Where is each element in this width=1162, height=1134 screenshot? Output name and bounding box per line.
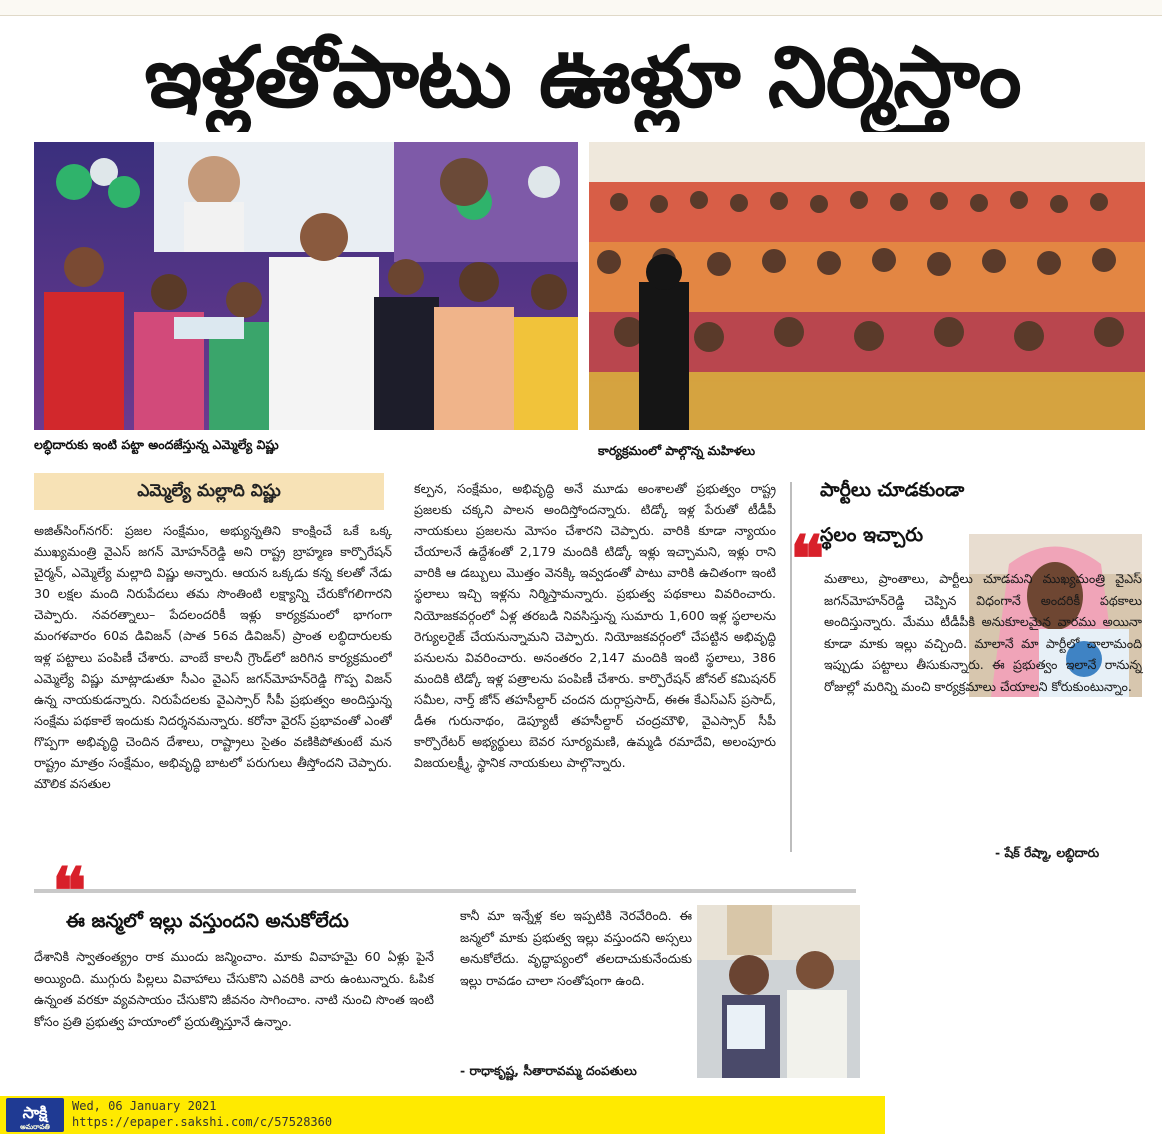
article-column-1: అజిత్‌సింగ్‌నగర్‌: ప్రజల సంక్షేమం, అభ్యున్నతిని కాంక్షించే ఒకే ఒక్క ముఖ్యమంత్రి వైఎస్‌ జగన్‌ మోహన్‌రెడ్డి అని రాష్ట్ర బ్రాహ్మణ కార్పొరేషన్‌ చైర్మన్‌, ఎమ్మెల్యే మల్లాది విష్ణు అన్నారు. ఆయన ఒక్కడు కన్న కలతో నేడు 30 లక్షల మంది నిరుపేదలు తమ సొంతింటి లక్ష్యాన్ని చేరుకోగలిగారని చెప్పారు. నవరత్నాలు– పేదలందరికీ ఇళ్లు కార్యక్రమంలో భాగంగా మంగళవారం 60వ డివిజన్‌ (పాత 56వ డివిజన్‌) ప్రాంత లబ్ధిదారులకు ఇళ్ల పట్టాలు పంపిణీ చేశారు. వాంబే కాలనీ గ్రౌండ్‌లో జరిగిన కార్యక్రమంలో ఎమ్మెల్యే విష్ణు మాట్లాడుతూ సీఎం వైఎస్‌ జగన్‌మోహన్‌రెడ్డి గొప్ప విజన్‌ ఉన్న నాయకుడన్నారు. నిరుపేదలకు వైఎస్సార్‌ సీపీ ప్రభుత్వం అందిస్తున్న సంక్షేమ పథకాలే ఇందుకు నిదర్శనమన్నారు. కరోనా వైరస్‌ ప్రభావంతో ఎంతో గొప్పగా అభివృద్ధి చెందిన దేశాలు, రాష్ట్రాలు సైతం వణికిపోతుంటే మన రాష్ట్రం మాత్రం సంక్షేమం, అభివృద్ధి బాటలో పరుగులు తీస్తోందని చెప్పారు. మౌలిక వసతుల	[34, 523, 392, 792]
article-column-2: కల్పన, సంక్షేమం, అభివృద్ధి అనే మూడు అంశాలతో ప్రభుత్వం రాష్ట్ర ప్రజలకు చక్కని పాలన అందిస్తోందన్నారు. టిడ్కో ఇళ్ల పేరుతో టీడీపీ నాయకులు ప్రజలను మోసం చేశారని చెప్పారు. వారికి కూడా న్యాయం చేయాలనే ఉద్దేశంతో 2,179 మందికి టిడ్కో ఇళ్లు ఇచ్చామని, ఇళ్లు రాని వారికి ఆ డబ్బులు మొత్తం వెనక్కి ఇవ్వడంతో పాటు వారికి ఉచితంగా ఇంటి స్థలాలు ఇచ్చి ఇళ్లను నిర్మిస్తామన్నారు. ప్రభుత్వ పథకాలు వివరించారు. నియోజకవర్గంలో ఏళ్ల తరబడి నివసిస్తున్న సుమారు 1,600 ఇళ్ల స్థలాలను రెగ్యులరైజ్‌ చేయనున్నామని చెప్పారు. నియోజకవర్గంలో చేపట్టిన అభివృద్ధి పనులను వివరించారు. అనంతరం 2,147 మందికి ఇంటి స్థలాలు, 386 మందికి టిడ్కో ఇళ్ల పత్రాలను పంపిణీ చేశారు. కార్పొరేషన్‌ జోనల్‌ కమిషనర్‌ సమీల, నార్త్‌ జోన్‌ తహసీల్దార్‌ చందన దుర్గాప్రసాద్‌, ఈఈ కేఎస్‌ఎస్‌ ప్రసాద్‌, డీఈ గురునాథం, డెప్యూటీ తహసీల్దార్‌ చంద్రమౌళి, వైఎస్సార్‌ సీపీ కార్పొరేటర్‌ అభ్యర్థులు బెవర సూర్యమణి, ఉమ్మడి రమాదేవి, అలంపూరు విజయలక్ష్మీ, స్థానిక నాయకులు పాల్గొన్నారు.	[414, 481, 776, 771]
photo-audience	[589, 142, 1145, 430]
photo-elderly-couple	[697, 905, 860, 1078]
sakshi-logo[interactable]	[6, 1098, 64, 1132]
headline: ఇళ్లతోపాటు ఊళ్లూ నిర్మిస్తాం	[144, 28, 1021, 126]
quote-mark-icon: ❝	[790, 522, 825, 597]
article-subhead: ఎమ్మెల్యే మల్లాది విష్ణు	[34, 473, 384, 510]
caption-left-photo: లబ్ధిదారుకు ఇంటి పట్టా అందజేస్తున్న ఎమ్మెల్యే విష్ణు	[34, 437, 279, 452]
bottom-story-body-2: కానీ మా ఇన్నేళ్ల కల ఇప్పటికి నెరవేరింది. ఈ జన్మలో మాకు ప్రభుత్వ ఇల్లు వస్తుందని అస్సలు అనుకోలేదు. వృద్ధాప్యంలో తలదాచుకునేందుకు ఇల్లు రావడం చాలా సంతోషంగా ఉంది.	[460, 908, 692, 988]
edition-date: Wed, 06 January 2021	[72, 1099, 217, 1113]
photo-mla-distribution	[34, 142, 578, 430]
sidebar-title-line-1: పార్టీలు చూడకుండా	[820, 479, 965, 501]
bottom-story-body-1: దేశానికి స్వాతంత్య్రం రాక ముందు జన్మించాం. మాకు వివాహమై 60 ఏళ్లు పైనే అయ్యింది. ముగ్గురు పిల్లలు వివాహాలు చేసుకొని ఎవరికి వారు ఉంటున్నారు. ఓపిక ఉన్నంత వరకూ వ్యవసాయం చేసుకొని జీవనం సాగించాం. నాటి నుంచి సొంత ఇంటి కోసం ప్రతి ప్రభుత్వ హయాంలో ప్రయత్నిస్తూనే ఉన్నాం.	[34, 949, 434, 1029]
section-divider	[34, 889, 856, 893]
logo-subtext: అమరావతి	[20, 1123, 50, 1131]
logo-text: సాక్షి	[22, 1103, 48, 1122]
quote-mark-icon: ❝	[52, 854, 87, 929]
bottom-story-title: ఈ జన్మలో ఇల్లు వస్తుందని అనుకోలేదు	[66, 910, 349, 932]
sidebar-title-line-2: స్థలం ఇచ్చారు	[820, 524, 924, 546]
bottom-story-signature: - రాధాకృష్ణ, సీతారావమ్మ దంపతులు	[460, 1063, 637, 1078]
top-strip	[0, 0, 1162, 16]
footer-bar	[0, 1096, 885, 1134]
sidebar-signature: - షేక్‌ రేష్మా, లబ్ధిదారు	[995, 845, 1100, 860]
caption-right-photo: కార్యక్రమంలో పాల్గొన్న మహిళలు	[598, 443, 756, 458]
epaper-url[interactable]: https://epaper.sakshi.com/c/57528360	[72, 1115, 333, 1129]
sidebar-body: మతాలు, ప్రాంతాలు, పార్టీలు చూడమని ముఖ్యమంత్రి వైఎస్‌ జగన్‌మోహన్‌రెడ్డి చెప్పిన విధంగానే అందరికీ పథకాలు అందిస్తున్నారు. మేము టీడీపీకి అనుకూలమైన వారము అయినా కూడా మాకు ఇల్లు వచ్చింది. మాలానే మా పార్టీలో చాలామంది ఇప్పుడు పట్టాలు తీసుకున్నారు. ఈ ప్రభుత్వం ఇలానే రానున్న రోజుల్లో మరిన్ని మంచి కార్యక్రమాలు చేయాలని కోరుకుంటున్నాం.	[824, 571, 1142, 694]
